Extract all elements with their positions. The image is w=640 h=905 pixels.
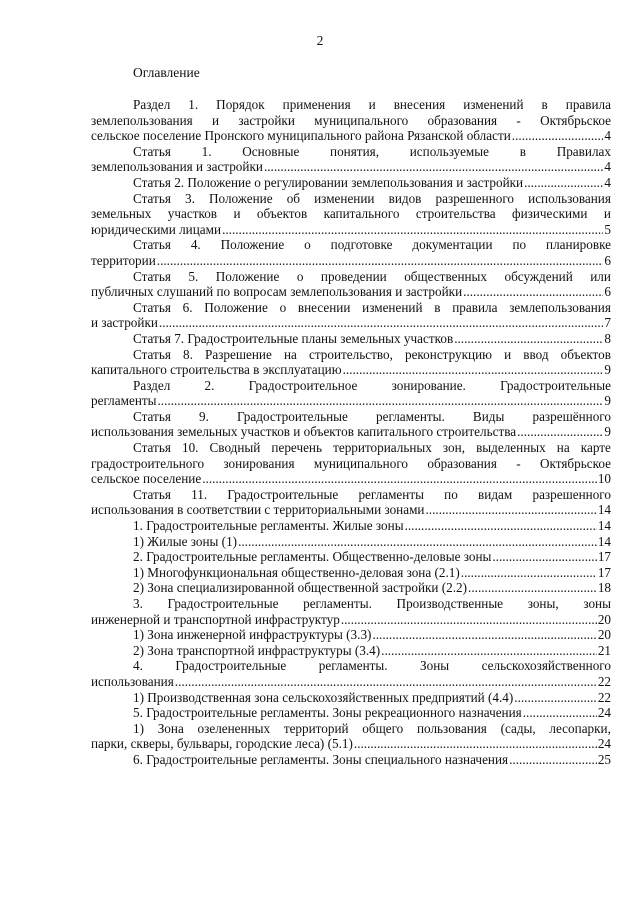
toc-entry-line (91, 674, 611, 690)
toc-entry[interactable] (91, 487, 611, 518)
toc-page-number: 24 (597, 705, 611, 721)
toc-word: разрешенного (532, 486, 611, 502)
toc-word: Разрешение (205, 346, 272, 362)
toc-word: и (212, 112, 220, 128)
toc-entry[interactable] (91, 331, 611, 347)
toc-entry-line (91, 596, 611, 612)
toc-entry-text: территории (91, 252, 156, 268)
toc-word: - (516, 455, 521, 471)
toc-word: Положение (220, 237, 285, 253)
toc-entry-line (91, 269, 611, 285)
toc-word: выделенных (476, 440, 546, 456)
toc-word: о (304, 237, 311, 253)
toc-entry[interactable] (91, 658, 611, 689)
toc-word: - (516, 112, 521, 128)
toc-word: земельных (91, 206, 152, 222)
toc-entry[interactable] (91, 191, 611, 238)
toc-entry[interactable] (91, 409, 611, 440)
toc-word: Раздел (133, 377, 171, 393)
toc-word: зонирования (223, 455, 295, 471)
toc-entry-line (91, 128, 611, 144)
toc-entry[interactable] (91, 721, 611, 752)
toc-word: регламенты. (376, 408, 445, 424)
toc-entry[interactable] (91, 144, 611, 175)
toc-entry-text: парки, скверы, бульвары, городские леса) (5.1) (91, 736, 353, 752)
toc-word: образования (427, 112, 498, 128)
toc-word: Октябрьское (540, 112, 611, 128)
dot-leader (343, 362, 604, 378)
toc-entry-text: 2) Зона специализированной общественной застройки (2.2) (133, 580, 468, 596)
toc-entry-text: 5. Градостроительные регламенты. Зоны рекреационного назначения (133, 705, 522, 721)
toc-page-number: 24 (597, 736, 611, 752)
dot-leader (175, 674, 597, 690)
toc-title: Оглавление (133, 65, 200, 80)
toc-entry-line (91, 736, 611, 752)
toc-entry-line (91, 487, 611, 503)
toc-word: 11. (191, 486, 208, 502)
toc-entry[interactable] (91, 580, 611, 596)
toc-entry[interactable] (91, 565, 611, 581)
toc-entry-line (91, 393, 611, 409)
toc-entry-line (91, 378, 611, 394)
toc-word: 8. (183, 346, 193, 362)
toc-entry-line (91, 424, 611, 440)
toc-entry[interactable] (91, 752, 611, 768)
toc-word: Градостроительные (500, 377, 611, 393)
toc-word: правила (452, 299, 498, 315)
toc-page-number: 21 (597, 642, 611, 658)
toc-word: территорий (283, 720, 349, 736)
toc-page-number: 20 (597, 627, 611, 643)
toc-word: Раздел (133, 97, 171, 112)
toc-page-number: 4 (604, 174, 611, 190)
toc-word: и (603, 206, 611, 222)
toc-entry-text: инженерной и транспортной инфраструктур (91, 611, 340, 627)
toc-word: понятия, (330, 143, 379, 159)
dot-leader (341, 612, 597, 628)
toc-word: Статья (133, 299, 171, 315)
toc-word: Градостроительные (175, 658, 287, 674)
toc-word: строительство, (308, 346, 393, 362)
toc-entry[interactable] (91, 643, 611, 659)
toc-entry-line (91, 222, 611, 238)
toc-word: используемые (409, 143, 489, 159)
toc-word: озелененных (197, 720, 271, 736)
toc-entry-line (91, 144, 611, 160)
dot-leader (509, 752, 597, 768)
toc-word: перечень (271, 440, 323, 456)
toc-word: объектов (560, 346, 611, 362)
toc-page-number: 25 (597, 751, 611, 767)
toc-word: Положение (209, 190, 273, 206)
toc-word: Статья (133, 408, 171, 424)
toc-word: Производственные (396, 596, 504, 611)
toc-word: землепользования (509, 299, 611, 315)
dot-leader (158, 393, 604, 409)
toc-word: регламенты (358, 486, 424, 502)
dot-leader (492, 549, 596, 565)
toc-page-number: 5 (604, 221, 611, 237)
toc-word: изменений (463, 97, 524, 112)
toc-entry-line (91, 191, 611, 207)
toc-entry[interactable] (91, 97, 611, 144)
toc-entry-line (91, 253, 611, 269)
toc-page-number: 17 (597, 549, 611, 565)
toc-word: 1. (188, 97, 199, 112)
dot-leader (517, 424, 603, 440)
toc-word: внесения (393, 97, 446, 112)
toc-entry-line (91, 440, 611, 456)
toc-entry-line (91, 518, 611, 534)
dot-leader (354, 736, 597, 752)
dot-leader (381, 643, 597, 659)
toc-word: Статья (133, 237, 171, 253)
toc-word: Градостроительное (248, 377, 358, 393)
toc-entry-line (91, 502, 611, 518)
toc-word: на (556, 440, 570, 456)
toc-entry-line (91, 300, 611, 316)
toc-entry-line (91, 705, 611, 721)
toc-word: об (286, 190, 300, 206)
toc-page-number: 9 (604, 424, 611, 440)
toc-entry-line (91, 206, 611, 222)
toc-word: Сводный (209, 440, 261, 456)
toc-word: образования (427, 455, 497, 471)
toc-word: подготовке (330, 237, 393, 253)
toc-word: Положение (204, 299, 268, 315)
toc-word: о (296, 268, 304, 284)
toc-entry-text: и застройки (91, 315, 158, 331)
toc-page-number: 6 (604, 252, 611, 268)
toc-entry[interactable] (91, 534, 611, 550)
toc-entry[interactable] (91, 518, 611, 534)
toc-word: в (434, 299, 441, 315)
toc-entry-text: 1) Жилые зоны (1) (133, 533, 238, 549)
toc-word: 6. (182, 299, 193, 315)
toc-entry-text: Статья 2. Положение о регулировании землепользования и застройки (133, 174, 524, 190)
toc-entry-text: публичных слушаний по вопросам землепользования и застройки (91, 284, 463, 300)
dot-leader (514, 690, 597, 706)
toc-word: внесении (297, 299, 351, 315)
dot-leader (468, 580, 597, 596)
toc-word: 2. (204, 377, 215, 393)
toc-word: зонирование. (391, 377, 466, 393)
toc-word: Градостроительные (227, 486, 339, 502)
dot-leader (426, 502, 597, 518)
toc-word: или (590, 268, 611, 284)
toc-word: применения (282, 97, 351, 112)
toc-entry-text: сельское поселение (91, 471, 202, 487)
toc-word: и (233, 206, 241, 222)
toc-entry-text: использования земельных участков и объектов капитального строительства (91, 424, 517, 440)
toc-page-number: 14 (597, 518, 611, 534)
toc-word: обсуждений (504, 268, 573, 284)
toc-word: территориальных (333, 440, 432, 456)
toc-entry-line (91, 752, 611, 768)
toc-page-number: 9 (604, 362, 611, 378)
toc-page-number: 10 (597, 471, 611, 487)
toc-entry-line (91, 159, 611, 175)
toc-page-number: 4 (604, 159, 611, 175)
toc-entry-line (91, 409, 611, 425)
toc-entry[interactable] (91, 237, 611, 268)
toc-word: карте (580, 440, 611, 456)
toc-word: 3. (185, 190, 195, 206)
toc-word: Статья (133, 346, 171, 362)
toc-word: Градостроительные (237, 408, 348, 424)
toc-entry-line (91, 721, 611, 737)
dot-leader (405, 518, 597, 534)
toc-entry[interactable] (91, 347, 611, 378)
toc-word: 4. (190, 237, 201, 253)
toc-word: ввод (523, 346, 549, 362)
toc-entry-line (91, 362, 611, 378)
toc-word: Статья (133, 143, 171, 159)
toc-word: пользования (416, 720, 487, 736)
toc-word: планировке (546, 237, 611, 253)
toc-word: на (283, 346, 297, 362)
toc-entry-line (91, 627, 611, 643)
toc-entry-line (91, 612, 611, 628)
toc-page-number: 7 (604, 315, 611, 331)
toc-word: землепользования (91, 112, 193, 128)
dot-leader (372, 627, 596, 643)
toc-word: 10. (181, 440, 199, 456)
toc-entry-line (91, 534, 611, 550)
toc-entry-line (91, 549, 611, 565)
dot-leader (264, 159, 603, 175)
dot-leader (202, 471, 597, 487)
toc-word: по (512, 237, 527, 253)
toc-entry-line (91, 113, 611, 129)
toc-word: участков (167, 206, 218, 222)
toc-entry-line (91, 315, 611, 331)
toc-word: Статья (133, 486, 171, 502)
toc-word: физическими (512, 206, 588, 222)
toc-entry-text: землепользования и застройки (91, 159, 263, 175)
toc-word: регламенты. (318, 658, 388, 674)
toc-word: строительства (415, 206, 496, 222)
dot-leader (463, 284, 603, 300)
toc-entry-text: сельское поселение Пронского муниципального района Рязанской области (91, 128, 511, 144)
toc-entry-line (91, 284, 611, 300)
toc-page-number: 17 (597, 564, 611, 580)
toc-word: регламенты. (303, 596, 372, 611)
toc-word: зоны, (527, 596, 559, 611)
toc-entry-text: капитального строительства в эксплуатацию (91, 362, 342, 378)
toc-entry-text: 1) Зона инженерной инфраструктуры (3.3) (133, 627, 372, 643)
toc-entry-line (91, 331, 611, 347)
toc-word: Положение (215, 268, 280, 284)
toc-entry-line (91, 690, 611, 706)
toc-entry[interactable] (91, 269, 611, 300)
toc-entry-text: 1) Многофункциональная общественно-деловая зона (2.1) (133, 564, 460, 580)
toc-word: Основные (242, 143, 300, 159)
toc-entry-line (91, 347, 611, 363)
toc-entry[interactable] (91, 549, 611, 565)
toc-page-number: 20 (597, 611, 611, 627)
toc-page-number: 6 (604, 284, 611, 300)
toc-word: Порядок (216, 97, 265, 112)
toc-entry-text: использования в соответствии с территориальными зонами (91, 502, 425, 518)
toc-word: по (444, 486, 458, 502)
toc-entry-text: 1) Производственная зона сельскохозяйственных предприятий (4.4) (133, 689, 514, 705)
toc-word: сельскохозяйственного (481, 658, 611, 674)
toc-word: использования (528, 190, 611, 206)
toc-entry-text: Статья 7. Градостроительные планы земельных участков (133, 330, 454, 346)
toc-entry-text: юридическими лицами (91, 221, 222, 237)
toc-page-number: 14 (597, 502, 611, 518)
toc-word: Зоны (420, 658, 450, 674)
toc-word: объектов (256, 206, 308, 222)
dot-leader (222, 222, 603, 238)
toc-word: общего (362, 720, 404, 736)
toc-entry-line (91, 643, 611, 659)
toc-entry-text: регламенты (91, 393, 157, 409)
dot-leader (159, 315, 604, 331)
dot-leader (157, 253, 604, 269)
toc-word: градостроительного (91, 455, 205, 471)
toc-entry-text: 2. Градостроительные регламенты. Общественно-деловые зоны (133, 549, 492, 565)
toc-entry[interactable] (91, 440, 611, 487)
toc-entry-line (91, 456, 611, 472)
toc-page-number: 14 (597, 533, 611, 549)
toc-entry-line (91, 565, 611, 581)
toc-entry-text: 2) Зона транспортной инфраструктуры (3.4) (133, 642, 381, 658)
dot-leader (461, 565, 597, 581)
toc-word: застройки (238, 112, 295, 128)
dot-leader (238, 534, 597, 550)
toc-word: видов (388, 190, 422, 206)
toc-word: реконструкцию (404, 346, 492, 362)
toc-word: зон, (442, 440, 466, 456)
toc-entry[interactable] (91, 378, 611, 409)
toc-word: 5. (188, 268, 199, 284)
toc-word: (сады, (500, 720, 536, 736)
table-of-contents (91, 97, 611, 768)
dot-leader (454, 331, 603, 347)
toc-word: о (279, 299, 287, 315)
toc-word: Статья (133, 190, 171, 206)
toc-page-number: 9 (604, 393, 611, 409)
toc-page-number: 22 (597, 689, 611, 705)
toc-word: в (541, 97, 548, 112)
page-number: 2 (316, 33, 324, 48)
toc-word: видам (478, 486, 513, 502)
toc-entry-text: 1. Градостроительные регламенты. Жилые зоны (133, 518, 404, 534)
toc-word: муниципального (314, 112, 409, 128)
toc-page-number: 8 (604, 330, 611, 346)
toc-word: 4. (133, 658, 143, 674)
toc-entry-text: 6. Градостроительные регламенты. Зоны специального назначения (133, 751, 509, 767)
toc-word: лесопарки, (549, 720, 611, 736)
toc-word: Правилах (556, 143, 611, 159)
dot-leader (512, 128, 604, 144)
toc-word: Градостроительные (167, 596, 279, 611)
toc-entry-text: использования (91, 673, 174, 689)
toc-entry[interactable] (91, 627, 611, 643)
toc-word: в (519, 143, 526, 159)
toc-page-number: 22 (597, 673, 611, 689)
toc-word: проведении (320, 268, 387, 284)
toc-entry-line (91, 237, 611, 253)
toc-entry[interactable] (91, 596, 611, 627)
toc-word: зоны (583, 596, 611, 611)
toc-word: муниципального (313, 455, 408, 471)
toc-entry-line (91, 175, 611, 191)
toc-entry[interactable] (91, 300, 611, 331)
toc-word: разрешенного (435, 190, 515, 206)
toc-entry-line (91, 471, 611, 487)
toc-word: 1. (201, 143, 212, 159)
toc-word: Октябрьское (540, 455, 611, 471)
toc-word: капитального (323, 206, 400, 222)
toc-word: Статья (133, 440, 171, 456)
toc-word: Зона (157, 720, 184, 736)
toc-entry[interactable] (91, 690, 611, 706)
toc-word: документации (412, 237, 493, 253)
toc-word: и (368, 97, 376, 112)
toc-entry[interactable] (91, 705, 611, 721)
toc-word: и (504, 346, 512, 362)
toc-entry-line (91, 658, 611, 674)
toc-word: изменении (314, 190, 375, 206)
toc-word: 9. (199, 408, 209, 424)
toc-word: разрешённого (532, 408, 611, 424)
dot-leader (523, 705, 597, 721)
toc-entry[interactable] (91, 175, 611, 191)
toc-entry-line (91, 580, 611, 596)
toc-word: 3. (133, 596, 143, 611)
toc-word: правила (565, 97, 611, 112)
toc-word: Виды (472, 408, 505, 424)
toc-page-number: 4 (604, 128, 611, 144)
toc-word: общественных (404, 268, 488, 284)
toc-entry-line (91, 97, 611, 113)
toc-word: 1) (133, 720, 144, 736)
toc-page-number: 18 (597, 580, 611, 596)
toc-word: Статья (133, 268, 171, 284)
toc-word: изменений (362, 299, 423, 315)
dot-leader (524, 175, 603, 191)
